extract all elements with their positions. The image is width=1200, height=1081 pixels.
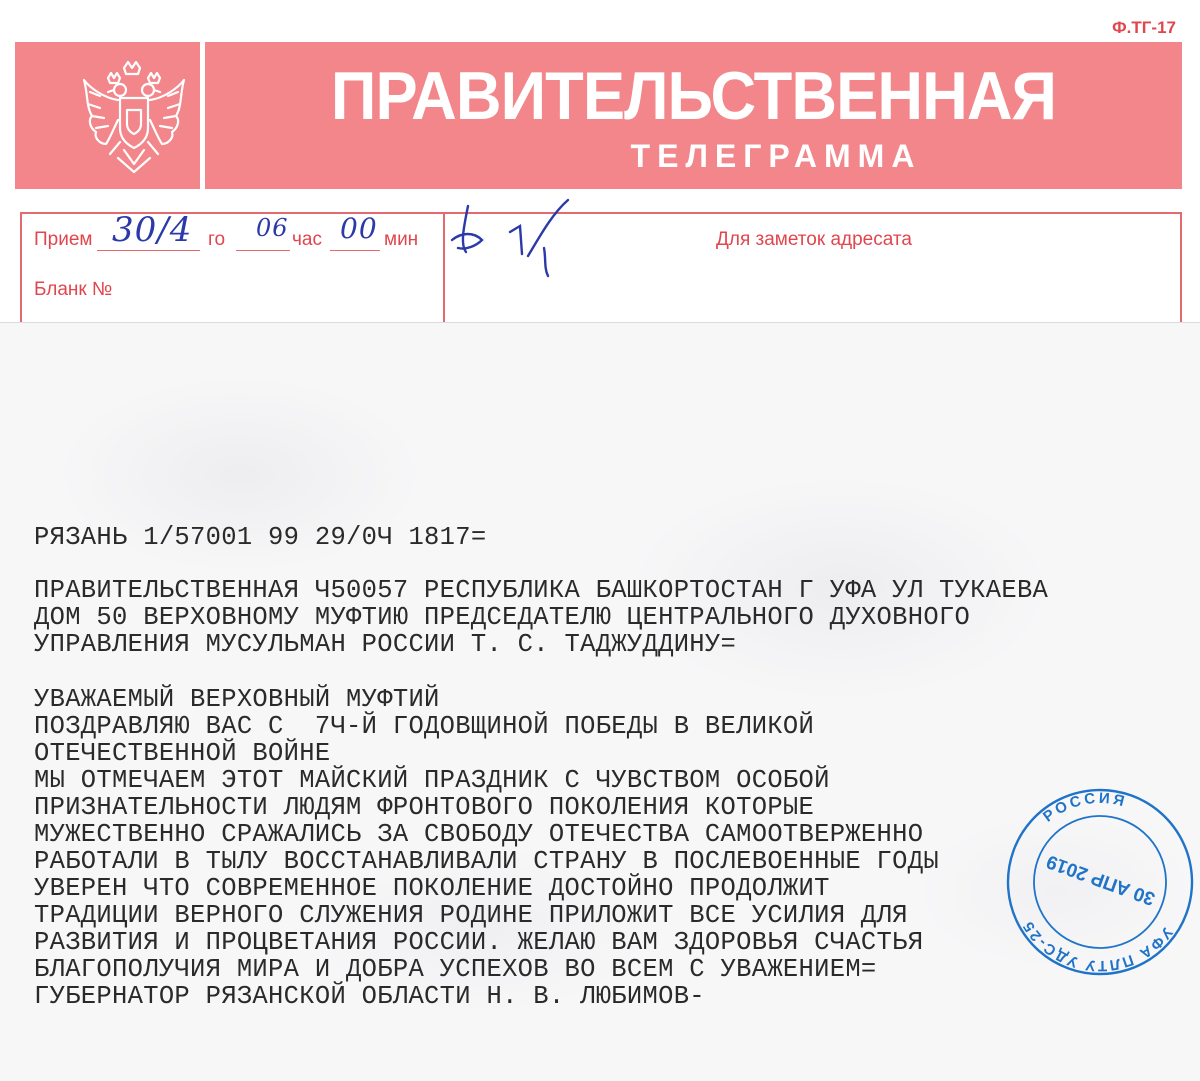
- priem-label: Прием: [34, 229, 93, 250]
- telegram-body-line: РАЗВИТИЯ И ПРОЦВЕТАНИЯ РОССИИ. ЖЕЛАЮ ВАМ ЗДОРОВЬЯ СЧАСТЬЯ: [34, 928, 924, 957]
- svg-text:РОССИЯ: РОССИЯ: [1040, 789, 1129, 826]
- telegram-body-line: УВАЖАЕМЫЙ ВЕРХОВНЫЙ МУФТИЙ: [34, 685, 440, 714]
- postal-stamp: [1003, 785, 1197, 979]
- telegram-body-line: ОТЕЧЕСТВЕННОЙ ВОЙНЕ: [34, 739, 331, 768]
- handwritten-minutes: 00: [340, 212, 378, 245]
- title-main: ПРАВИТЕЛЬСТВЕННАЯ: [330, 58, 1057, 134]
- telegram-address-line: ПРАВИТЕЛЬСТВЕННАЯ Ч50057 РЕСПУБЛИКА БАШКОРТОСТАН Г УФА УЛ ТУКАЕВА: [34, 576, 1049, 605]
- telegram-body-line: РАБОТАЛИ В ТЫЛУ ВОССТАНАВЛИВАЛИ СТРАНУ В ПОСЛЕВОЕННЫЕ ГОДЫ: [34, 847, 939, 876]
- telegram-body-line: МУЖЕСТВЕННО СРАЖАЛИСЬ ЗА СВОБОДУ ОТЕЧЕСТВА САМООТВЕРЖЕННО: [34, 820, 924, 849]
- svg-text:30 АПР 2019: 30 АПР 2019: [1043, 850, 1158, 909]
- priem-underline: [97, 250, 200, 251]
- chas-label: час: [292, 229, 322, 250]
- handwritten-hour: 06: [256, 214, 289, 242]
- telegram-body-line: МЫ ОТМЕЧАЕМ ЭТОТ МАЙСКИЙ ПРАЗДНИК С ЧУВСТВОМ ОСОБОЙ: [34, 766, 830, 795]
- blank-label: Бланк №: [34, 279, 113, 300]
- telegram-body-line: ГУБЕРНАТОР РЯЗАНСКОЙ ОБЛАСТИ Н. В. ЛЮБИМОВ-: [34, 982, 705, 1011]
- telegram-body-line: БЛАГОПОЛУЧИЯ МИРА И ДОБРА УСПЕХОВ ВО ВСЕМ С УВАЖЕНИЕМ=: [34, 955, 877, 984]
- telegram-address-line: ДОМ 50 ВЕРХОВНОМУ МУФТИЮ ПРЕДСЕДАТЕЛЮ ЦЕНТРАЛЬНОГО ДУХОВНОГО: [34, 603, 971, 632]
- min-underline: [330, 250, 380, 251]
- min-label: мин: [384, 229, 419, 250]
- telegram-body-line: УВЕРЕН ЧТО СОВРЕМЕННОЕ ПОКОЛЕНИЕ ДОСТОЙНО ПРОДОЛЖИТ: [34, 874, 830, 903]
- hour-underline: [236, 250, 290, 251]
- telegram-body-line: ТРАДИЦИИ ВЕРНОГО СЛУЖЕНИЯ РОДИНЕ ПРИЛОЖИТ ВСЕ УСИЛИЯ ДЛЯ: [34, 901, 908, 930]
- telegram-body-line: ПРИЗНАТЕЛЬНОСТИ ЛЮДЯМ ФРОНТОВОГО ПОКОЛЕНИЯ КОТОРЫЕ: [34, 793, 815, 822]
- handwritten-mark-icon: [448, 196, 578, 286]
- telegram-body-line: ПОЗДРАВЛЯЮ ВАС С 7Ч-Й ГОДОВЩИНОЙ ПОБЕДЫ В ВЕЛИКОЙ: [34, 712, 815, 741]
- go-label: го: [208, 229, 226, 250]
- coat-of-arms-icon: [78, 58, 190, 178]
- handwritten-date: 30/4: [112, 210, 193, 250]
- notes-label: Для заметок адресата: [716, 229, 912, 250]
- title-sub: ТЕЛЕГРАММА: [630, 138, 922, 174]
- svg-text:УФА ПЛТУ УДС-25: УФА ПЛТУ УДС-25: [1018, 916, 1176, 975]
- telegram-address-line: УПРАВЛЕНИЯ МУСУЛЬМАН РОССИИ Т. С. ТАДЖУДДИНУ=: [34, 630, 737, 659]
- telegram-header-line: РЯЗАНЬ 1/57001 99 29/0Ч 1817=: [34, 523, 487, 552]
- form-code: Ф.ТГ-17: [1112, 18, 1176, 37]
